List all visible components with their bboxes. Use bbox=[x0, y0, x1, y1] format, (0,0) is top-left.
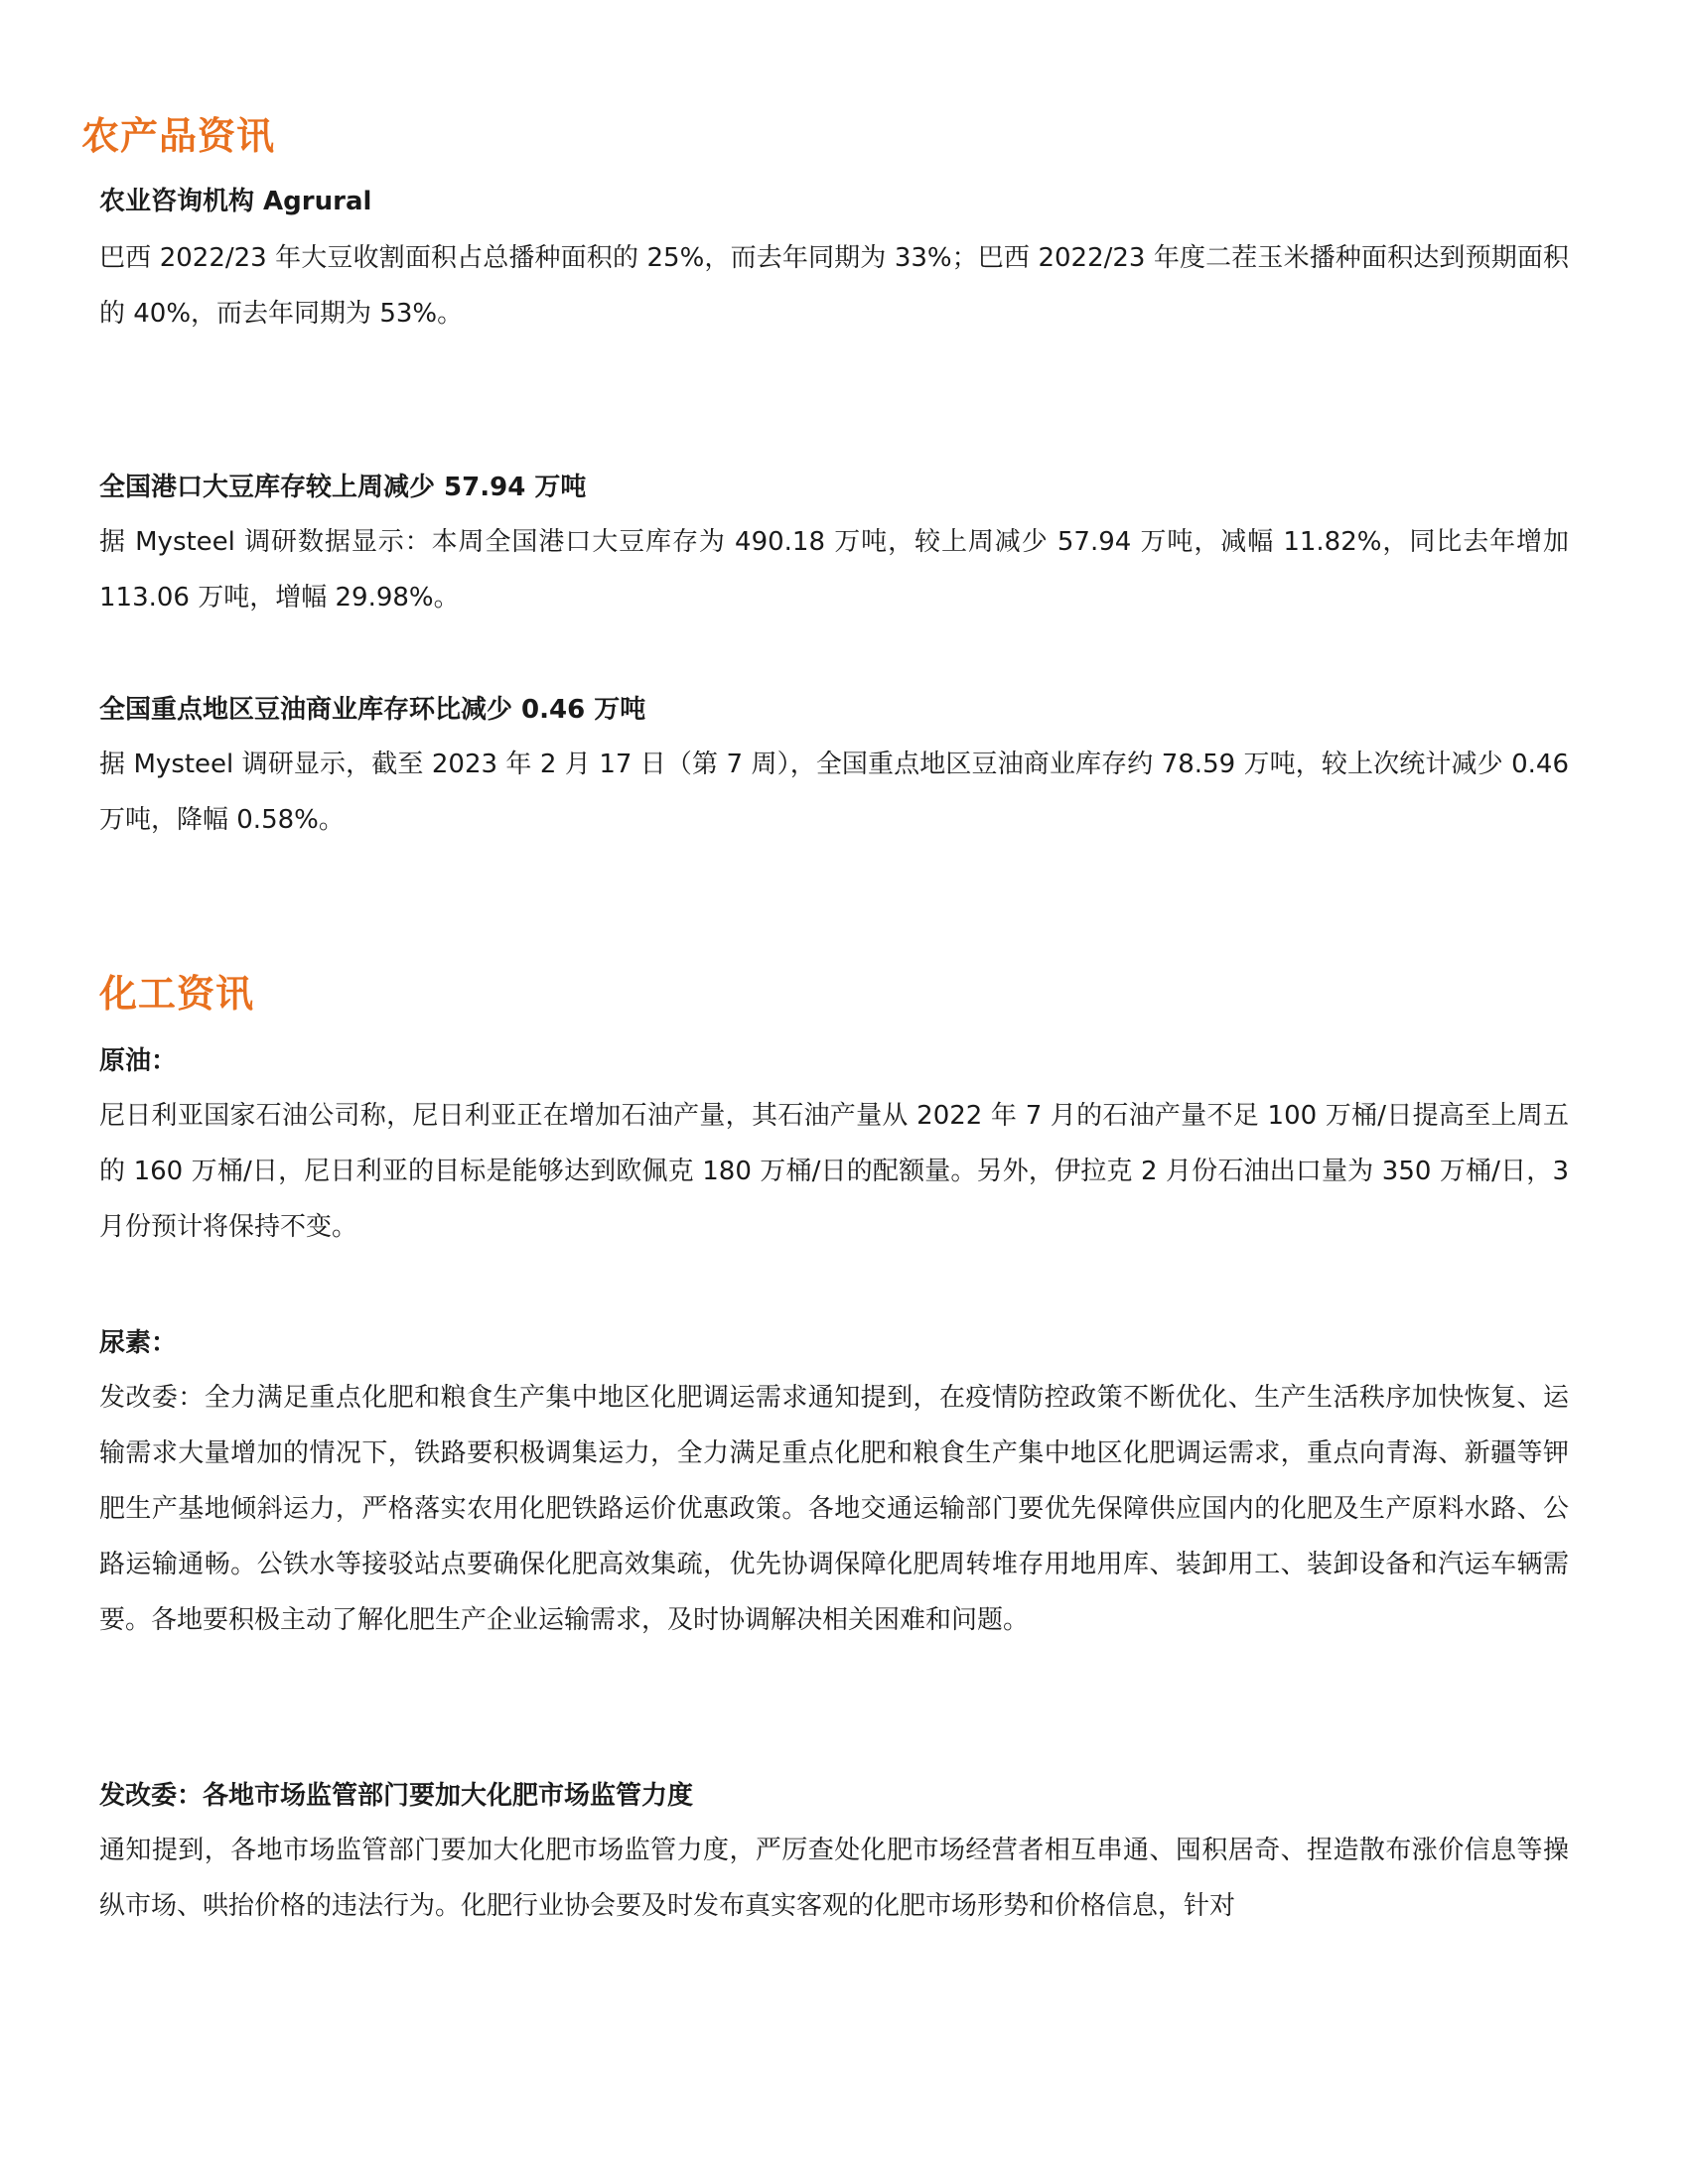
section-title-agri: 农产品资讯 bbox=[81, 114, 276, 158]
chem-item-2-heading: 尿素： bbox=[99, 1328, 178, 1358]
agri-item-1-heading: 农业咨询机构 Agrural bbox=[99, 187, 372, 216]
chem-item-1-body: 尼日利亚国家石油公司称，尼日利亚正在增加石油产量，其石油产量从 2022 年 7 月的石油产量不足 100 万桶/日提高至上周五的 160 万桶/日，尼日利亚的目标是能够达到欧佩克 180 万桶/日的配额量。另外，伊拉克 2 月份石油出口量为 350 万桶/日，3 月份预计将保持不变。 bbox=[99, 1101, 1569, 1242]
agri-item-3-heading: 全国重点地区豆油商业库存环比减少 0.46 万吨 bbox=[99, 695, 646, 725]
agri-item-1-body: 巴西 2022/23 年大豆收割面积占总播种面积的 25%，而去年同期为 33%；巴西 2022/23 年度二茬玉米播种面积达到预期面积的 40%，而去年同期为 53%。 bbox=[99, 243, 1569, 329]
chem-item-3-body: 通知提到，各地市场监管部门要加大化肥市场监管力度，严厉查处化肥市场经营者相互串通、囤积居奇、捏造散布涨价信息等操纵市场、哄抬价格的违法行为。化肥行业协会要及时发布真实客观的化肥市场形势和价格信息，针对 bbox=[99, 1836, 1569, 1921]
section-title-chem: 化工资讯 bbox=[99, 972, 255, 1016]
agri-item-2-heading: 全国港口大豆库存较上周减少 57.94 万吨 bbox=[99, 473, 587, 502]
agri-item-2-body: 据 Mysteel 调研数据显示：本周全国港口大豆库存为 490.18 万吨，较上周减少 57.94 万吨，减幅 11.82%，同比去年增加 113.06 万吨，增幅 29.98%。 bbox=[99, 527, 1569, 613]
chem-item-3-heading: 发改委：各地市场监管部门要加大化肥市场监管力度 bbox=[99, 1781, 694, 1811]
chem-item-1-heading: 原油： bbox=[99, 1046, 178, 1076]
chem-item-2-body: 发改委：全力满足重点化肥和粮食生产集中地区化肥调运需求通知提到，在疫情防控政策不断优化、生产生活秩序加快恢复、运输需求大量增加的情况下，铁路要积极调集运力，全力满足重点化肥和粮食生产集中地区化肥调运需求，重点向青海、新疆等钾肥生产基地倾斜运力，严格落实农用化肥铁路运价优惠政策。各地交通运输部门要优先保障供应国内的化肥及生产原料水路、公路运输通畅。公铁水等接驳站点要确保化肥高效集疏，优先协调保障化肥周转堆存用地用库、装卸用工、装卸设备和汽运车辆需要。各地要积极主动了解化肥生产企业运输需求，及时协调解决相关困难和问题。 bbox=[99, 1383, 1569, 1635]
agri-item-3-body: 据 Mysteel 调研显示，截至 2023 年 2 月 17 日（第 7 周），全国重点地区豆油商业库存约 78.59 万吨，较上次统计减少 0.46 万吨，降幅 0.58%。 bbox=[99, 750, 1569, 835]
